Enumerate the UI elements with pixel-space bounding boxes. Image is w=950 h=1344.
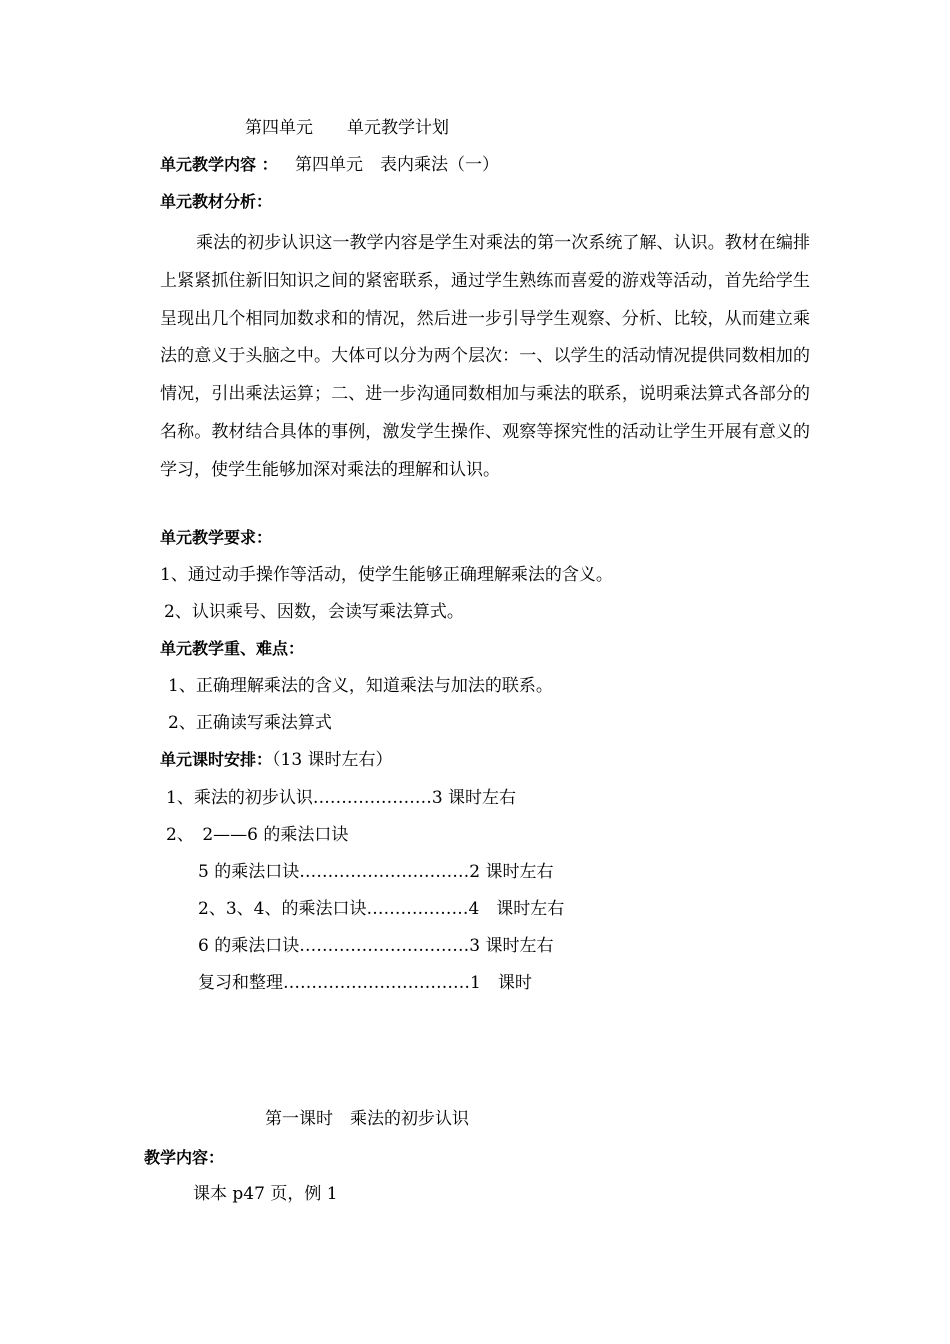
schedule-item: 1、乘法的初步认识…………………3 课时左右 bbox=[166, 788, 517, 808]
unit-content-label: 单元教学内容 ： bbox=[160, 155, 278, 174]
analysis-heading: 单元教材分析： bbox=[160, 192, 273, 211]
requirement-item: 2、认识乘号、因数，会读写乘法算式。 bbox=[164, 602, 464, 622]
schedule-sub-item: 2、3、4、的乘法口诀………………4 课时左右 bbox=[198, 899, 565, 919]
schedule-sub-item: 6 的乘法口诀…………………………3 课时左右 bbox=[198, 936, 554, 956]
unit-plan-title: 第四单元 单元教学计划 bbox=[245, 118, 449, 138]
unit-content-value: 第四单元 表内乘法（一） bbox=[294, 155, 499, 175]
schedule-label: 单元课时安排： bbox=[160, 750, 273, 769]
key-point-item: 2、正确读写乘法算式 bbox=[168, 713, 332, 733]
lesson-title: 第一课时 乘法的初步认识 bbox=[265, 1109, 469, 1129]
key-points-heading: 单元教学重、难点： bbox=[160, 639, 305, 658]
unit-content-row bbox=[160, 153, 499, 177]
requirements-heading: 单元教学要求： bbox=[160, 528, 273, 547]
lesson-content-heading: 教学内容： bbox=[144, 1148, 225, 1167]
schedule-total: （13 课时左右） bbox=[272, 750, 393, 770]
schedule-sub-item: 复习和整理……………………………1 课时 bbox=[198, 973, 532, 993]
lesson-content-value: 课本 p47 页，例 1 bbox=[193, 1184, 338, 1204]
schedule-item: 2、 2——6 的乘法口诀 bbox=[166, 825, 349, 845]
key-point-item: 1、正确理解乘法的含义，知道乘法与加法的联系。 bbox=[168, 676, 553, 696]
analysis-paragraph: 乘法的初步认识这一教学内容是学生对乘法的第一次系统了解、认识。教材在编排上紧紧抓住新旧知识之间的紧密联系，通过学生熟练而喜爱的游戏等活动，首先给学生呈现出几个相同加数求和的情况，然后进一步引导学生观察、分析、比较，从而建立乘法的意义于头脑之中。大体可以分为两个层次：一、以学生的活动情况提供同数相加的情况，引出乘法运算；二、进一步沟通同数相加与乘法的联系，说明乘法算式各部分的名称。教材结合具体的事例，激发学生操作、观察等探究性的活动让学生开展有意义的学习，使学生能够加深对乘法的理解和认识。 bbox=[160, 233, 810, 480]
schedule-sub-item: 5 的乘法口诀…………………………2 课时左右 bbox=[198, 862, 554, 882]
schedule-heading-row bbox=[160, 748, 393, 772]
requirement-item: 1、通过动手操作等活动，使学生能够正确理解乘法的含义。 bbox=[160, 565, 613, 585]
